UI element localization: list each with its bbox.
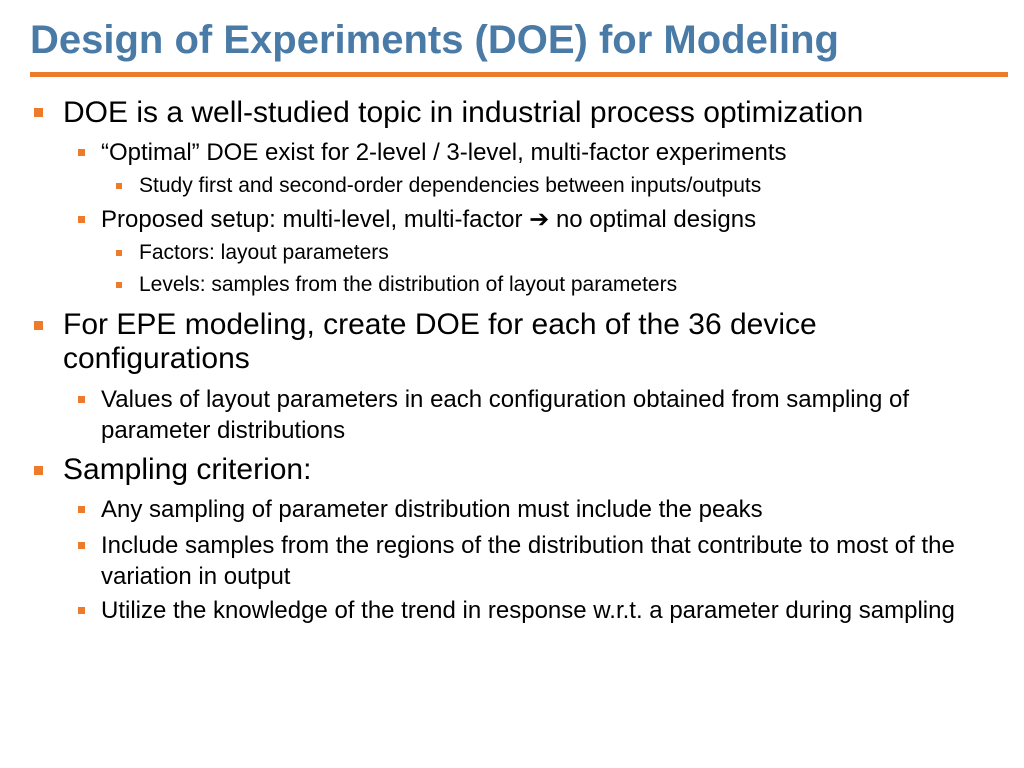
bullet-marker	[78, 542, 85, 549]
bullet-text: Include samples from the regions of the distribution that contribute to most of the variation in output	[101, 532, 955, 590]
bullet-marker	[34, 321, 43, 330]
bullet-text: Proposed setup: multi-level, multi-factor ➔ no optimal designs	[101, 206, 757, 233]
bullet-text: DOE is a well-studied topic in industrial process optimization	[63, 96, 864, 129]
bullet-text: Values of layout parameters in each configuration obtained from sampling of parameter distributions	[101, 386, 910, 444]
bullet-marker	[34, 108, 43, 117]
bullet-text: For EPE modeling, create DOE for each of the 36 device configurations	[63, 308, 817, 375]
bullet-text: Sampling criterion:	[63, 453, 312, 486]
bullet-marker	[78, 216, 85, 223]
bullet-marker	[116, 282, 122, 288]
slide-title: Design of Experiments (DOE) for Modeling	[30, 18, 839, 62]
bullet-text: Factors: layout parameters	[139, 241, 389, 264]
bullet-marker	[78, 506, 85, 513]
bullet-marker	[78, 607, 85, 614]
bullet-marker	[78, 396, 85, 403]
bullet-marker	[116, 183, 122, 189]
bullet-marker	[116, 250, 122, 256]
bullet-marker	[34, 466, 43, 475]
bullet-marker	[78, 149, 85, 156]
bullet-text: “Optimal” DOE exist for 2-level / 3-level, multi-factor experiments	[101, 139, 787, 166]
bullet-text: Study first and second-order dependencies between inputs/outputs	[139, 174, 762, 197]
bullet-text: Any sampling of parameter distribution must include the peaks	[101, 496, 763, 523]
bullet-text: Utilize the knowledge of the trend in response w.r.t. a parameter during sampling	[101, 597, 955, 624]
bullet-text: Levels: samples from the distribution of layout parameters	[139, 273, 678, 296]
